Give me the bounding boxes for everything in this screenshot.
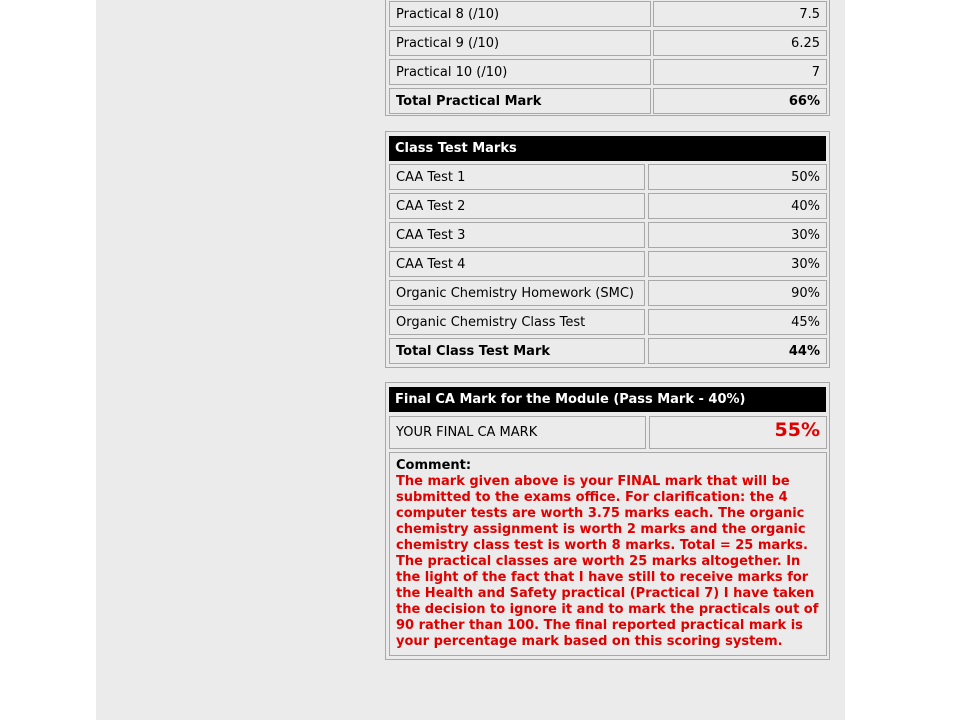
final-ca-label: YOUR FINAL CA MARK [389,416,646,449]
table-row-label: Practical 9 (/10) [389,30,651,56]
table-row-value: 50% [648,164,827,190]
table-row-value: 90% [648,280,827,306]
comment-text: The mark given above is your FINAL mark that will be submitted to the exams office. For clarification: the 4 computer tests are worth 3.75 marks each. The organic chemistry assignment is worth 2 marks and the organic chemistry class test is worth 8 marks. Total = 25 marks. The practical classes are worth 25 marks altogether. In the light of the fact that I have still to receive marks for the Health and Safety practical (Practical 7) I have taken the decision to ignore it and to mark the practicals out of 90 rather than 100. The final reported practical mark is your percentage mark based on this scoring system. [396,474,819,649]
table-row-label: CAA Test 3 [389,222,645,248]
table-row-label: CAA Test 1 [389,164,645,190]
total-practical-label: Total Practical Mark [389,88,651,114]
table-row-value: 30% [648,222,827,248]
total-practical-value: 66% [653,88,827,114]
comment-title: Comment: [396,458,472,473]
table-row-label: Organic Chemistry Homework (SMC) [389,280,645,306]
table-row-label: Practical 10 (/10) [389,59,651,85]
final-ca-mark-panel [385,382,830,660]
table-row-value: 45% [648,309,827,335]
comment-box [389,452,827,656]
practical-marks-panel [385,0,830,116]
table-row-value: 30% [648,251,827,277]
table-row-label: CAA Test 2 [389,193,645,219]
table-row-label: Practical 8 (/10) [389,1,651,27]
table-row-value: 7 [653,59,827,85]
total-class-test-value: 44% [648,338,827,364]
table-row-label: Organic Chemistry Class Test [389,309,645,335]
table-row-value: 40% [648,193,827,219]
total-class-test-label: Total Class Test Mark [389,338,645,364]
final-ca-percentage: 55% [774,419,820,441]
table-row-value: 6.25 [653,30,827,56]
table-row-label: CAA Test 4 [389,251,645,277]
final-ca-header: Final CA Mark for the Module (Pass Mark - 40%) [389,387,826,412]
class-test-marks-panel [385,131,830,368]
final-ca-value [649,416,827,449]
class-test-header: Class Test Marks [389,136,826,161]
table-row-value: 7.5 [653,1,827,27]
